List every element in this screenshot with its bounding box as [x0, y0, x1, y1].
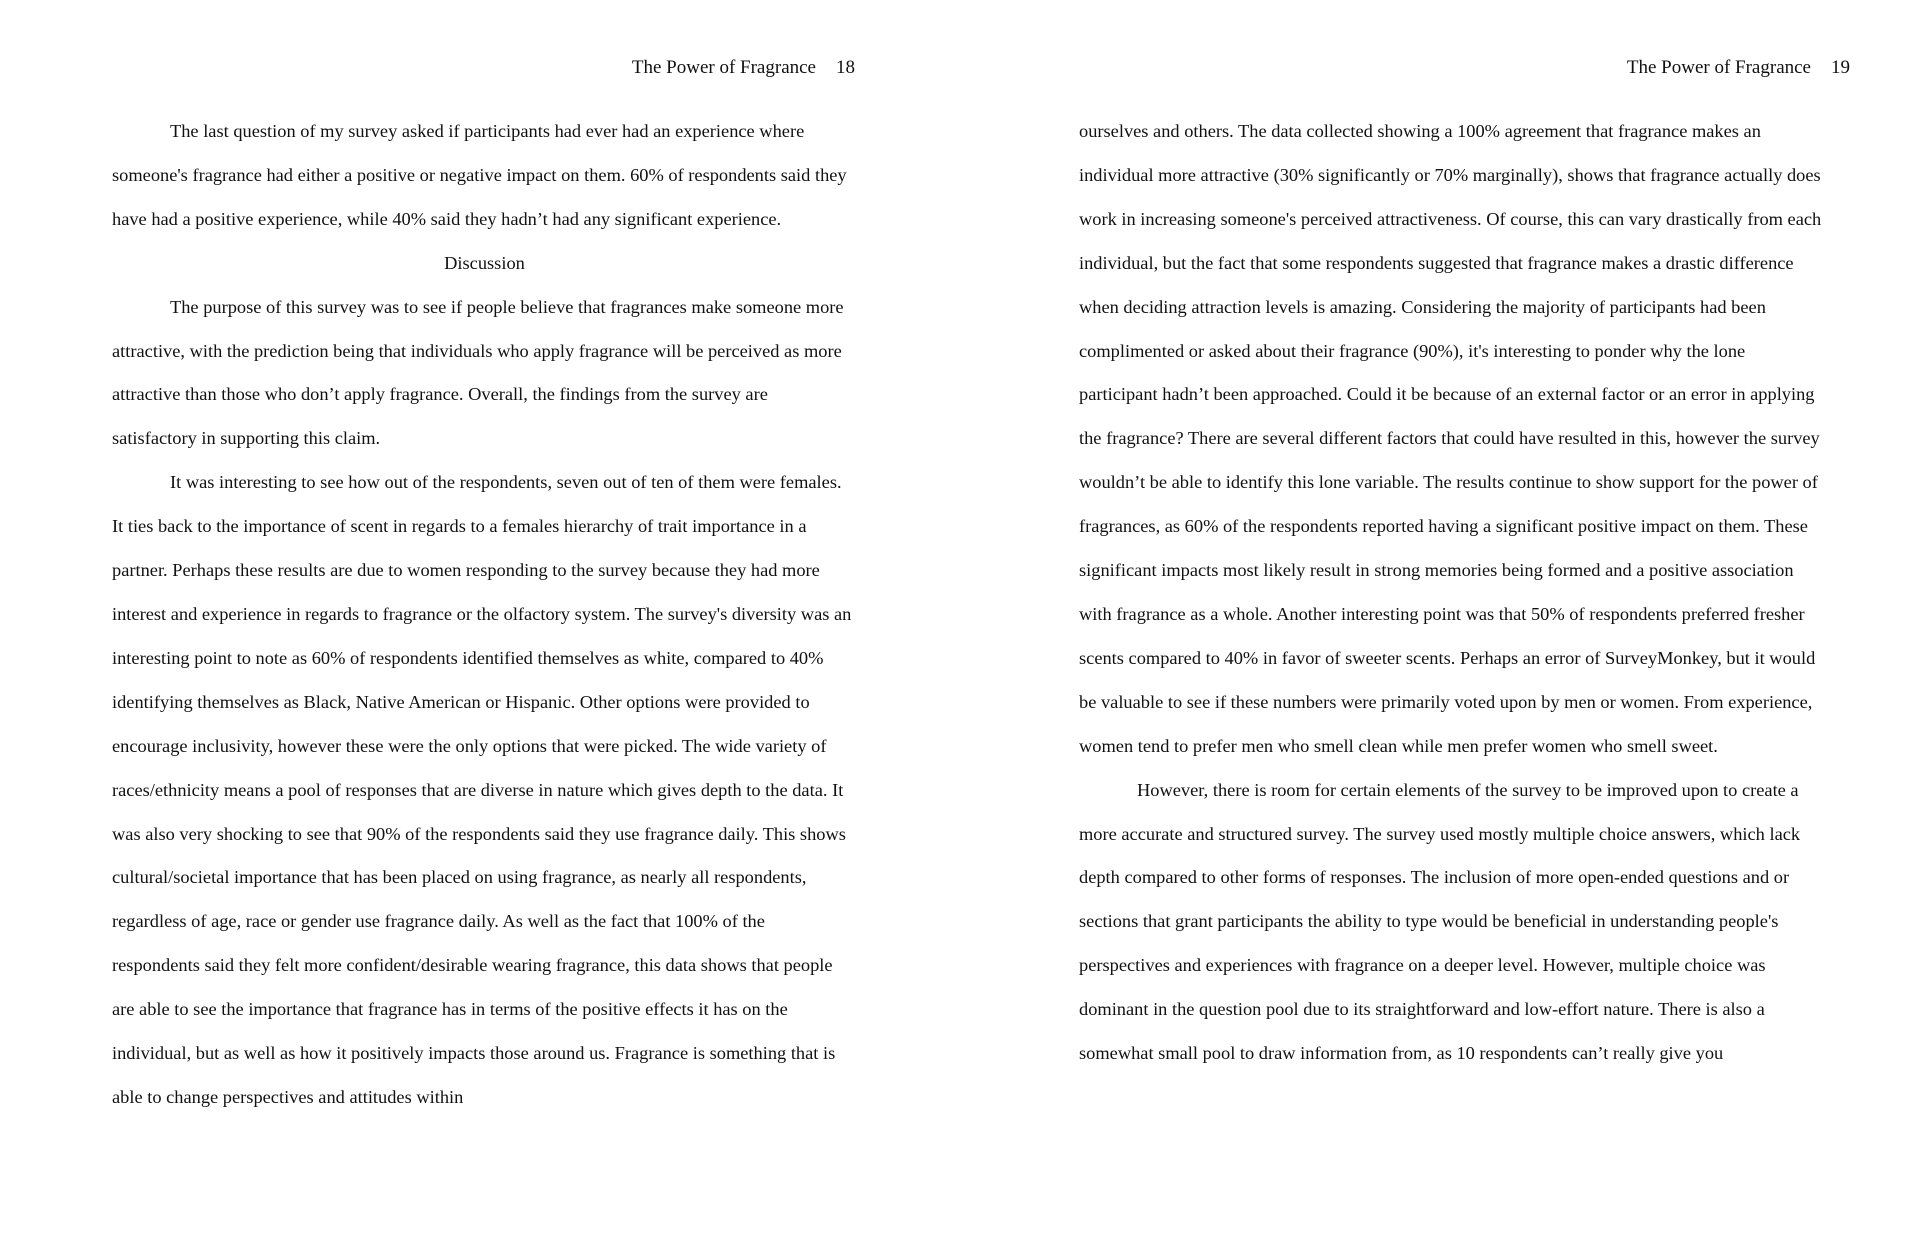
running-head [632, 54, 855, 82]
running-head-title: The Power of Fragrance [1626, 57, 1811, 78]
paragraph-continued-analysis: ourselves and others. The data collected showing a 100% agreement that fragrance makes an individual more attractive (30% significantly or 70% marginally), shows that fragrance actually does work in increasing someone's perceived attractiveness. Of course, this can vary drastically from each individual, but the fact that some respondents suggested that fragrance makes a drastic difference when deciding attraction levels is amazing. Considering the majority of participants had been complimented or asked about their fragrance (90%), it's interesting to ponder why the lone participant hadn’t been approached. Could it be because of an external factor or an error in applying the fragrance? There are several different factors that could have resulted in this, however the survey wouldn’t be able to identify this lone variable. The results continue to show support for the power of fragrances, as 60% of the respondents reported having a significant positive impact on them. These significant impacts most likely result in strong memories being formed and a positive association with fragrance as a whole. Another interesting point was that 50% of respondents preferred fresher scents compared to 40% in favor of sweeter scents. Perhaps an error of SurveyMonkey, but it would be valuable to see if these numbers were primarily voted upon by men or women. From experience, women tend to prefer men who smell clean while men prefer women who smell sweet. [1079, 121, 1822, 756]
page-19 [960, 0, 1920, 1242]
paragraph-survey-last-question: The last question of my survey asked if participants had ever had an experience where someone's fragrance had either a positive or negative impact on them. 60% of respondents said they have had a positive experience, while 40% said they hadn’t had any significant experience. [112, 121, 847, 229]
paragraph-survey-purpose: The purpose of this survey was to see if people believe that fragrances make someone more attractive, with the prediction being that individuals who apply fragrance will be perceived as more attractive than those who don’t apply fragrance. Overall, the findings from the survey are satisfactory in supporting this claim. [112, 296, 844, 449]
running-head [1627, 54, 1850, 82]
paragraph-respondent-analysis: It was interesting to see how out of the respondents, seven out of ten of them were females. It ties back to the importance of scent in regards to a females hierarchy of trait importance in a partner. Perhaps these results are due to women responding to the survey because they had more interest and experience in regards to fragrance or the olfactory system. The survey's diversity was an interesting point to note as 60% of respondents identified themselves as white, compared to 40% identifying themselves as Black, Native American or Hispanic. Other options were provided to encourage inclusivity, however these were the only options that were picked. The wide variety of races/ethnicity means a pool of responses that are diverse in nature which gives depth to the data. It was also very shocking to see that 90% of the respondents said they use fragrance daily. This shows cultural/societal importance that has been placed on using fragrance, as nearly all respondents, regardless of age, race or gender use fragrance daily. As well as the fact that 100% of the respondents said they felt more confident/desirable wearing fragrance, this data shows that people are able to see the importance that fragrance has in terms of the positive effects it has on the individual, but as well as how it positively impacts those around us. Fragrance is something that is able to change perspectives and attitudes within [112, 472, 852, 1107]
section-heading-discussion: Discussion [444, 252, 525, 273]
paragraph-survey-improvements: However, there is room for certain elements of the survey to be improved upon to create a more accurate and structured survey. The survey used mostly multiple choice answers, which lack depth compared to other forms of responses. The inclusion of more open-ended questions and or sections that grant participants the ability to type would be beneficial in understanding people's perspectives and experiences with fragrance on a deeper level. However, multiple choice was dominant in the question pool due to its straightforward and low-effort nature. There is also a somewhat small pool to draw information from, as 10 respondents can’t really give you [1079, 779, 1801, 1064]
page-number: 18 [836, 57, 855, 78]
page-body [112, 110, 857, 1120]
page-number: 19 [1831, 57, 1850, 78]
running-head-title: The Power of Fragrance [631, 57, 816, 78]
page-body [1079, 110, 1824, 1076]
